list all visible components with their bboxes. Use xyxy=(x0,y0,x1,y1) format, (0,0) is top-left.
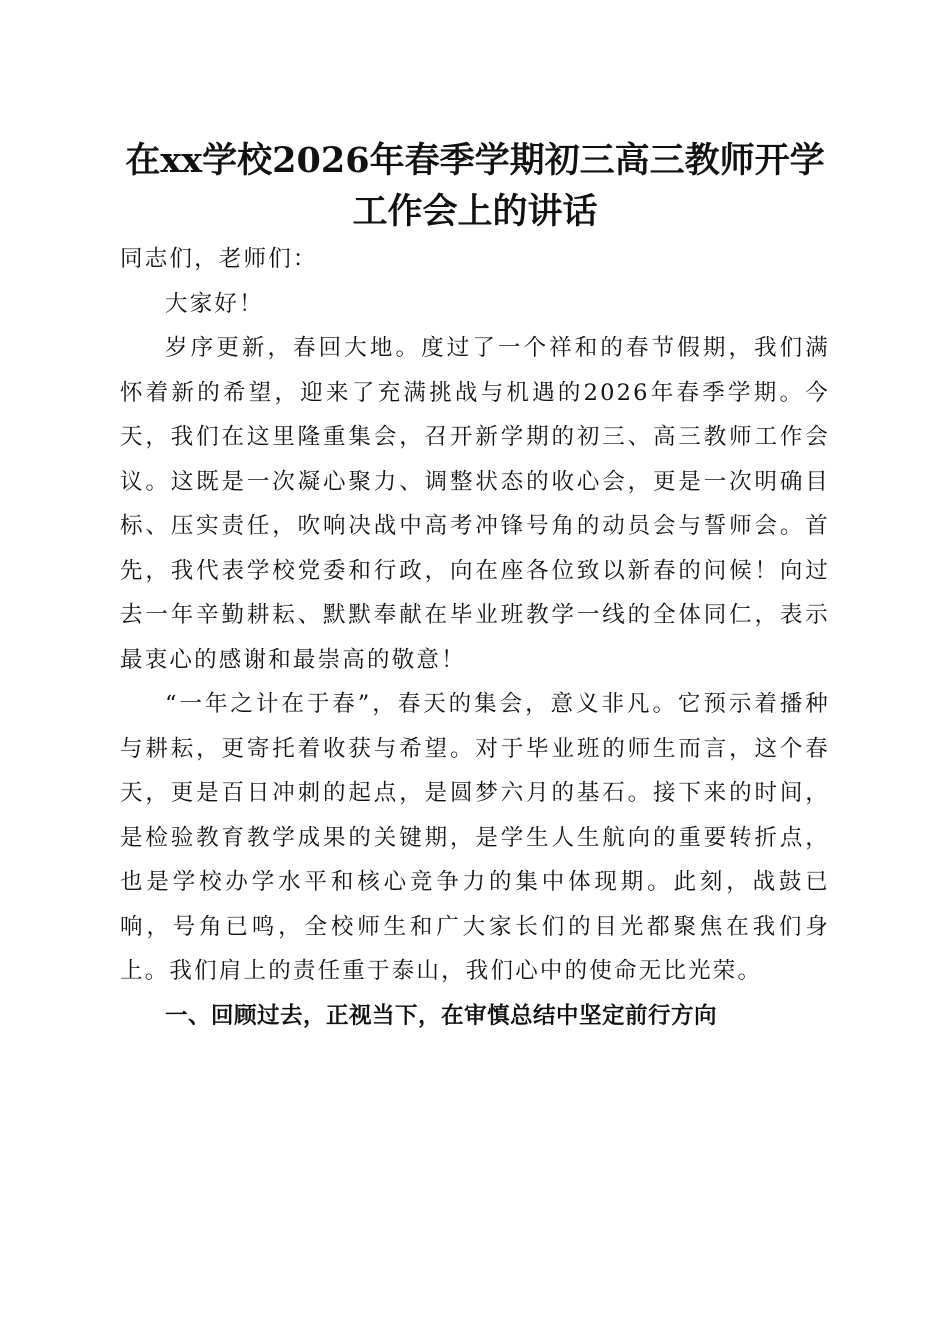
greeting: 大家好！ xyxy=(165,290,264,317)
document-title xyxy=(120,135,830,237)
section-heading: 一、回顾过去，正视当下，在审慎总结中坚定前行方向 xyxy=(165,1002,718,1029)
salutation: 同志们，老师们： xyxy=(120,246,318,272)
title-line-2: 工作会上的讲话 xyxy=(352,191,598,232)
paragraph-spring: “一年之计在于春”，春天的集会，意义非凡。它预示着播种与耕耘，更寄托着收获与希望。对于毕业班的师生而言，这个春天，更是百日冲刺的起点，是圆梦六月的基石。接下来的时间，是检验教育教学成果的关键期，是学生人生航向的重要转折点，也是学校办学水平和核心竞争力的集中体现期。此刻，战鼓已响，号角已鸣，全校师生和广大家长们的目光都聚焦在我们身上。我们肩上的责任重于泰山，我们心中的使命无比光荣。 xyxy=(120,691,830,984)
title-line-1: 在xx学校2026年春季学期初三高三教师开学 xyxy=(125,140,825,181)
document-page xyxy=(120,135,830,1038)
paragraph-opening: 岁序更新，春回大地。度过了一个祥和的春节假期，我们满怀着新的希望，迎来了充满挑战与机遇的2026年春季学期。今天，我们在这里隆重集会，召开新学期的初三、高三教师工作会议。这既是一次凝心聚力、调整状态的收心会，更是一次明确目标、压实责任，吹响决战中高考冲锋号角的动员会与誓师会。首先，我代表学校党委和行政，向在座各位致以新春的问候！向过去一年辛勤耕耘、默默奉献在毕业班教学一线的全体同仁，表示最衷心的感谢和最崇高的敬意！ xyxy=(120,335,830,673)
